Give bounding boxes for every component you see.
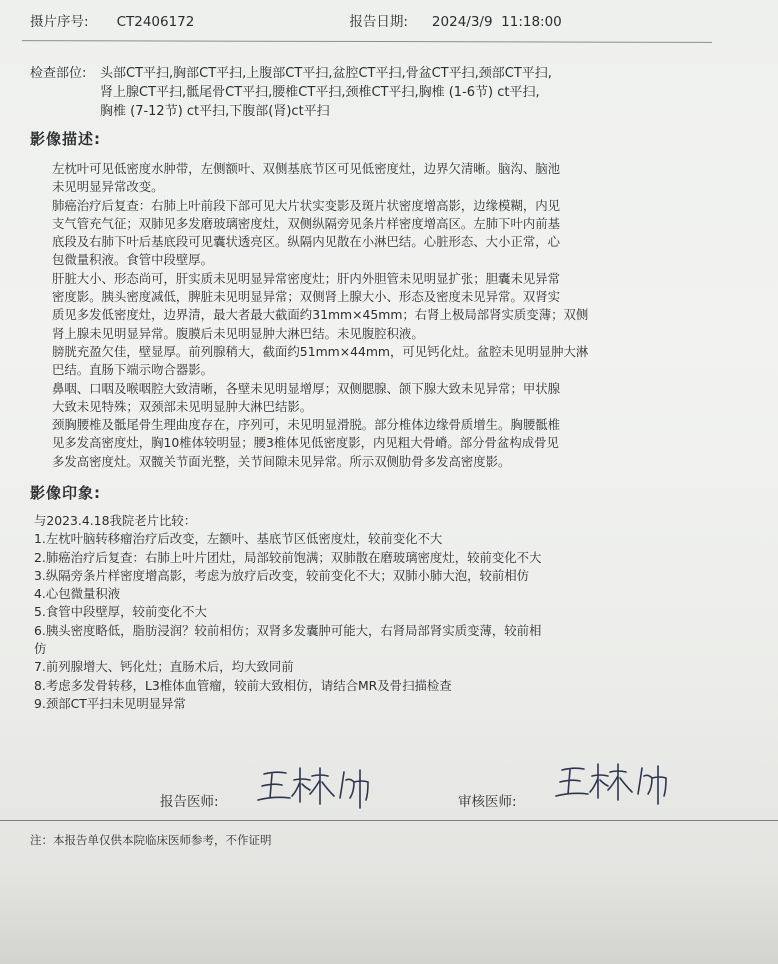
footer-divider <box>0 820 778 821</box>
review-doctor-label: 审核医师: <box>458 794 517 810</box>
findings-line: 巴结。直肠下端示吻合器影。 <box>52 362 214 378</box>
report-date-label: 报告日期: <box>349 14 408 30</box>
report-header <box>30 10 562 30</box>
findings-line: 颈胸腰椎及骶尾骨生理曲度存在，序列可，未见明显滑脱。部分椎体边缘骨质增生。胸腰骶椎 <box>52 417 561 433</box>
impression-line: 3.纵隔旁条片样密度增高影，考虑为放疗后改变，较前变化不大；双肺小肺大泡，较前相仿 <box>34 567 530 583</box>
findings-line: 多发高密度灶。双髋关节面光整，关节间隙未见异常。所示双侧肋骨多发高密度影。 <box>52 453 511 469</box>
impression-title: 影像印象: <box>30 484 101 502</box>
exam-line: 胸椎 (7-12节) ct平扫,下腹部(肾)ct平扫 <box>100 104 330 119</box>
findings-line: 未见明显异常改变。 <box>52 179 164 195</box>
header-divider <box>22 40 712 43</box>
impression-line: 4.心包微量积液 <box>34 586 121 602</box>
findings-body <box>52 160 702 471</box>
exam-items <box>100 64 710 121</box>
exam-line: 头部CT平扫,胸部CT平扫,上腹部CT平扫,盆腔CT平扫,骨盆CT平扫,颈部CT平扫, <box>100 66 552 81</box>
findings-line: 鼻咽、口咽及喉咽腔大致清晰，各壁未见明显增厚；双侧腮腺、颌下腺大致未见异常；甲状腺 <box>52 380 561 396</box>
impression-line: 1.左枕叶脑转移瘤治疗后改变，左额叶、基底节区低密度灶，较前变化不大 <box>34 531 443 547</box>
review-doctor-signature <box>548 754 688 814</box>
findings-line: 包微量积液。食管中段壁厚。 <box>52 252 214 268</box>
findings-line: 左枕叶可见低密度水肿带，左侧额叶、双侧基底节区可见低密度灶，边界欠清晰。脑沟、脑池 <box>52 161 561 176</box>
findings-line: 肾上腺未见明显异常。腹膜后未见明显肿大淋巴结。未见腹腔积液。 <box>52 325 424 341</box>
report-date-value: 2024/3/9 11:18:00 <box>431 14 562 30</box>
findings-line: 肝脏大小、形态尚可，肝实质未见明显异常密度灶；肝内外胆管未见明显扩张；胆囊未见异常 <box>52 270 561 286</box>
impression-line: 9.颈部CT平扫未见明显异常 <box>34 695 186 711</box>
impression-body <box>34 512 714 713</box>
impression-line: 8.考虑多发骨转移，L3椎体血管瘤，较前大致相仿，请结合MR及骨扫描检查 <box>34 677 452 693</box>
page-shadow <box>0 870 778 964</box>
exam-label: 检查部位: <box>30 66 87 81</box>
findings-line: 膀胱充盈欠佳，壁显厚。前列腺稍大，截面约51mm×44mm，可见钙化灶。盆腔未见明显肿大淋 <box>52 343 589 359</box>
impression-line: 2.肺癌治疗后复查：右肺上叶片团灶，局部较前饱满；双肺散在磨玻璃密度灶，较前变化不大 <box>34 549 542 565</box>
findings-title: 影像描述: <box>30 130 101 148</box>
film-number-value: CT2406172 <box>116 14 195 30</box>
impression-line: 仿 <box>34 641 47 657</box>
impression-line: 与2023.4.18我院老片比较： <box>34 513 197 528</box>
findings-line: 见多发高密度灶，胸10椎体较明显；腰3椎体见低密度影，内见粗大骨嵴。部分骨盆构成骨见 <box>52 435 559 451</box>
footer-note: 注：本报告单仅供本院临床医师参考，不作证明 <box>30 833 272 847</box>
findings-line: 肺癌治疗后复查：右肺上叶前段下部可见大片状实变影及斑片状密度增高影，边缘模糊，内见 <box>52 197 561 213</box>
report-doctor-label: 报告医师: <box>160 794 219 810</box>
film-number-label: 摄片序号: <box>30 14 89 30</box>
findings-line: 质见多发低密度灶，边界清，最大者最大截面约31mm×45mm；右肾上极局部肾实质变薄；双侧 <box>52 307 589 323</box>
exam-line: 肾上腺CT平扫,骶尾骨CT平扫,腰椎CT平扫,颈椎CT平扫,胸椎 (1-6节) ct平扫, <box>100 85 540 100</box>
impression-line: 5.食管中段壁厚，较前变化不大 <box>34 604 207 620</box>
findings-line: 底段及右肺下叶后基底段可见囊状透亮区。纵隔内见散在小淋巴结。心脏形态、大小正常，心 <box>52 234 561 250</box>
findings-line: 大致未见特殊；双颈部未见明显肿大淋巴结影。 <box>52 398 313 414</box>
impression-line: 6.胰头密度略低，脂肪浸润？较前相仿；双肾多发囊肿可能大，右肾局部肾实质变薄，较前相 <box>34 622 542 638</box>
findings-line: 支气管充气征；双肺见多发磨玻璃密度灶，双侧纵隔旁见条片样密度增高区。左肺下叶内前基 <box>52 215 561 231</box>
exam-section <box>30 64 710 121</box>
findings-line: 密度影。胰头密度减低，脾脏未见明显异常；双侧肾上腺大小、形态及密度未见异常。双肾实 <box>52 289 561 305</box>
report-doctor-signature <box>250 758 390 818</box>
impression-line: 7.前列腺增大、钙化灶；直肠术后，均大致同前 <box>34 659 294 675</box>
